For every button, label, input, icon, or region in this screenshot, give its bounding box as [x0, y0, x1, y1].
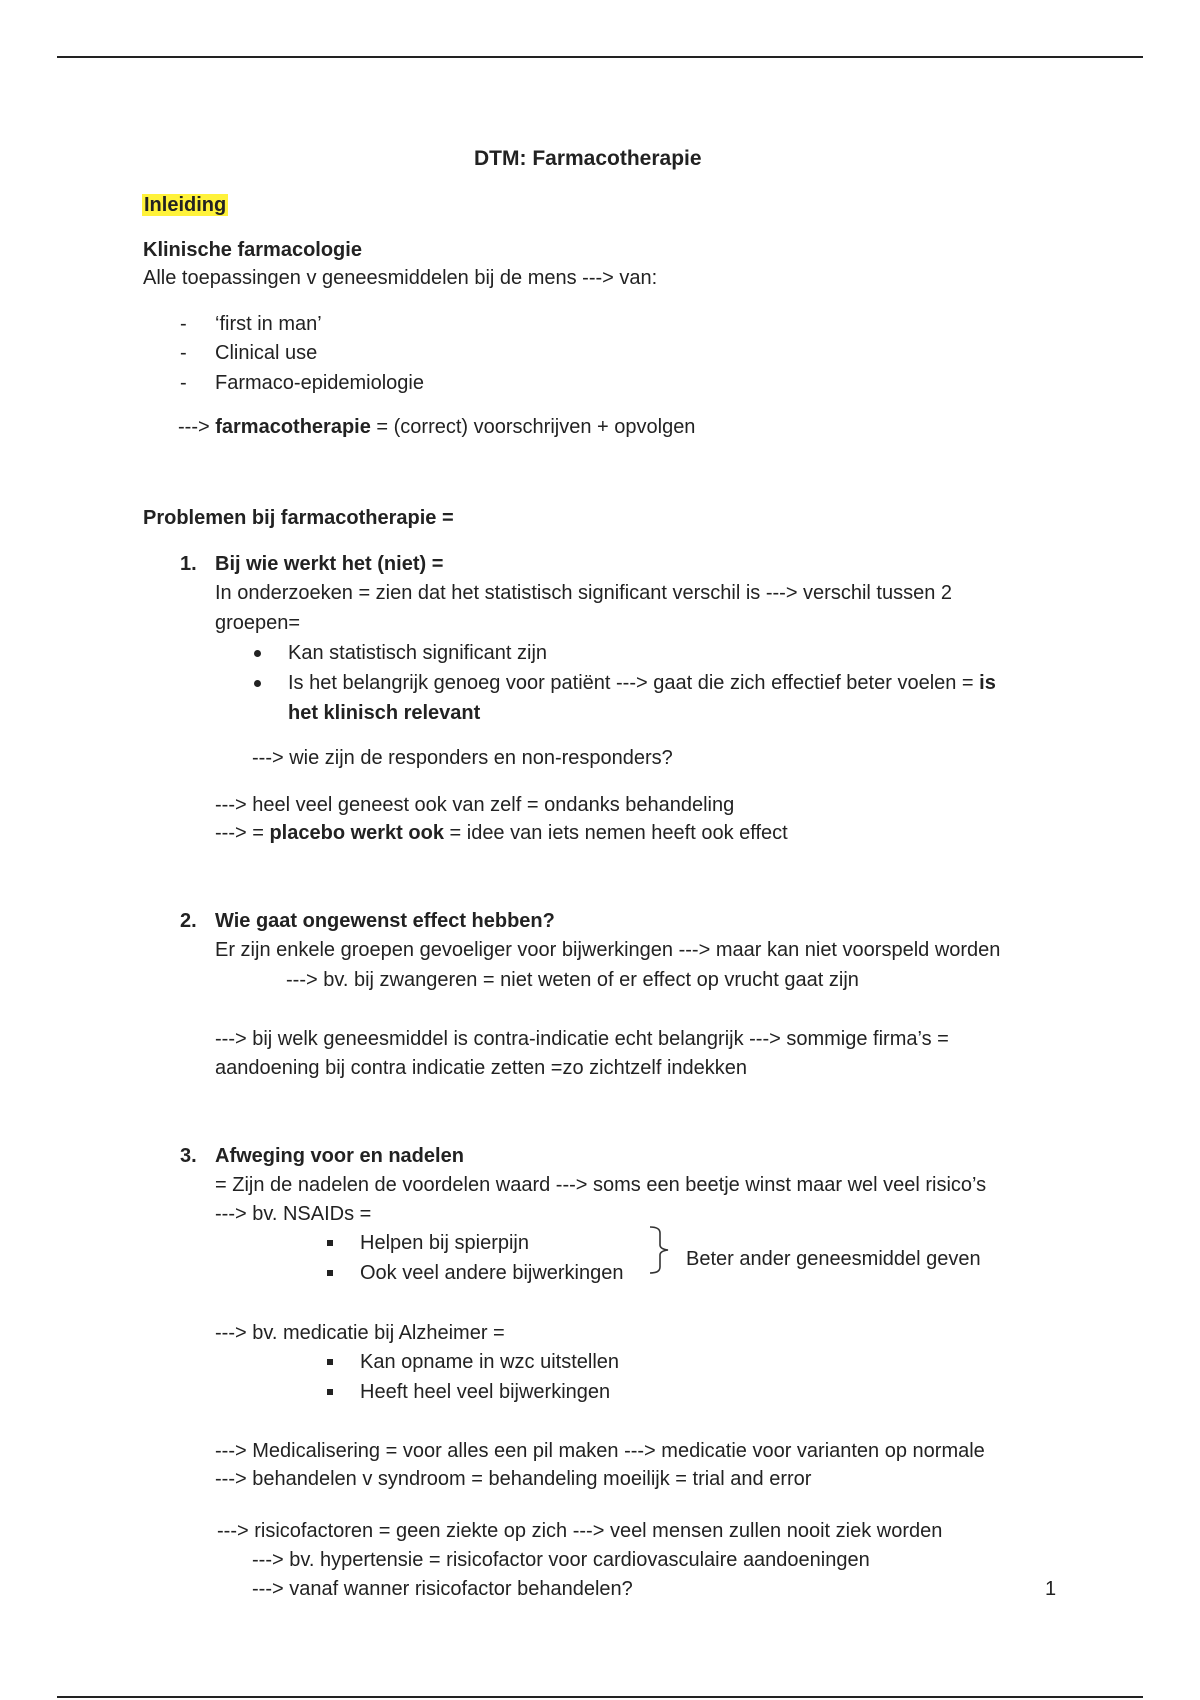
list-item: ‘first in man’ — [215, 313, 322, 335]
alz-item: Heeft heel veel bijwerkingen — [360, 1381, 611, 1403]
problem-3-text: ---> Medicalisering = voor alles een pil maken ---> medicatie voor varianten op normale — [215, 1440, 985, 1462]
nsaid-item: Helpen bij spierpijn — [360, 1232, 529, 1254]
problem-1-responders: ---> wie zijn de responders en non-responders? — [252, 747, 673, 769]
problem-3-title: Afweging voor en nadelen — [215, 1145, 464, 1167]
problem-1-bullet: Kan statistisch significant zijn — [288, 642, 548, 664]
bullet-dot — [254, 680, 261, 687]
problem-1-bullet-continuation: het klinisch relevant — [288, 702, 481, 724]
problem-2-text: ---> bv. bij zwangeren = niet weten of er effect op vrucht gaat zijn — [286, 969, 859, 991]
dash-bullet: - — [180, 313, 187, 335]
problem-1-bullet: Is het belangrijk genoeg voor patiënt ---> gaat die zich effectief beter voelen = is — [288, 672, 996, 694]
nsaid-item: Ook veel andere bijwerkingen — [360, 1262, 624, 1284]
dash-bullet: - — [180, 342, 187, 364]
problem-2-text: ---> bij welk geneesmiddel is contra-indicatie echt belangrijk ---> sommige firma’s = — [215, 1028, 949, 1050]
problem-3-text: = Zijn de nadelen de voordelen waard ---> soms een beetje winst maar wel veel risico’s — [215, 1174, 987, 1196]
problem-2-text: aandoening bij contra indicatie zetten =zo zichtzelf indekken — [215, 1057, 748, 1079]
highlighted-heading: Inleiding — [144, 194, 227, 216]
list-item: Farmaco-epidemiologie — [215, 372, 424, 394]
list-item: Clinical use — [215, 342, 318, 364]
klinische-intro: Alle toepassingen v geneesmiddelen bij de mens ---> van: — [143, 267, 658, 289]
problemen-heading: Problemen bij farmacotherapie = — [143, 507, 454, 529]
item-number: 2. — [180, 910, 197, 932]
top-rule — [57, 56, 1143, 58]
problem-3-text: ---> behandelen v syndroom = behandeling moeilijk = trial and error — [215, 1468, 812, 1490]
page-title: DTM: Farmacotherapie — [474, 147, 702, 170]
right-brace-icon — [648, 1225, 678, 1275]
bullet-dot — [254, 650, 261, 657]
bullet-square — [327, 1240, 333, 1246]
problem-1-text: groepen= — [215, 612, 301, 634]
bullet-square — [327, 1359, 333, 1365]
problem-1-title: Bij wie werkt het (niet) = — [215, 553, 444, 575]
problem-3-text: ---> vanaf wanner risicofactor behandelen? — [252, 1578, 633, 1600]
problem-3-text: ---> risicofactoren = geen ziekte op zich ---> veel mensen zullen nooit ziek worden — [217, 1520, 943, 1542]
bottom-rule — [57, 1696, 1143, 1698]
problem-3-text: ---> bv. hypertensie = risicofactor voor cardiovasculaire aandoeningen — [252, 1549, 870, 1571]
section-heading-inleiding — [142, 192, 228, 218]
bullet-square — [327, 1389, 333, 1395]
farmacotherapie-definition: ---> farmacotherapie = (correct) voorschrijven + opvolgen — [178, 416, 696, 438]
brace-label: Beter ander geneesmiddel geven — [686, 1248, 981, 1270]
page-number: 1 — [1045, 1578, 1057, 1600]
problem-3-text: ---> bv. medicatie bij Alzheimer = — [215, 1322, 505, 1344]
item-number: 3. — [180, 1145, 197, 1167]
problem-2-text: Er zijn enkele groepen gevoeliger voor bijwerkingen ---> maar kan niet voorspeld worden — [215, 939, 1001, 961]
problem-1-text: In onderzoeken = zien dat het statistisch significant verschil is ---> verschil tussen 2 — [215, 582, 953, 604]
problem-2-title: Wie gaat ongewenst effect hebben? — [215, 910, 555, 932]
alz-item: Kan opname in wzc uitstellen — [360, 1351, 620, 1373]
klinische-heading: Klinische farmacologie — [143, 239, 362, 261]
problem-1-placebo: ---> = placebo werkt ook = idee van iets nemen heeft ook effect — [215, 822, 788, 844]
problem-1-heel: ---> heel veel geneest ook van zelf = ondanks behandeling — [215, 794, 735, 816]
problem-3-text: ---> bv. NSAIDs = — [215, 1203, 372, 1225]
dash-bullet: - — [180, 372, 187, 394]
item-number: 1. — [180, 553, 197, 575]
bullet-square — [327, 1270, 333, 1276]
